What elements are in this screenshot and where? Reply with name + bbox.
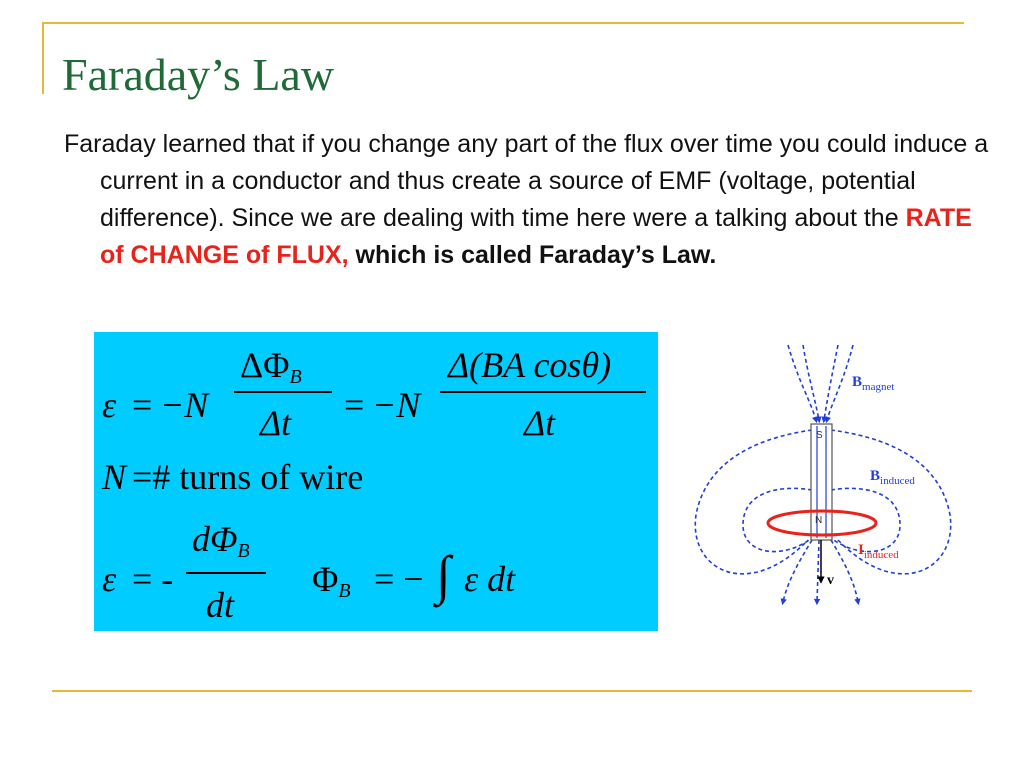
eq3-equals: = - (132, 559, 174, 599)
eq1-equals: = (132, 385, 153, 425)
frame-top-line (42, 22, 964, 24)
eq3-phi (312, 558, 351, 603)
frame-left-line (42, 22, 44, 94)
eq1-denominator-2: Δt (524, 403, 556, 443)
magnet-figure (688, 340, 958, 605)
eq2-n: N (102, 457, 127, 497)
eq1-numerator-1 (240, 344, 302, 389)
eq3-numerator-main: dΦ (192, 519, 238, 559)
eq1-numerator-2: Δ(BA cosθ) (448, 345, 612, 385)
eq1-numerator-1-main: ΔΦ (240, 345, 290, 385)
eq3-emf: ε (102, 559, 117, 599)
eq3-numerator-sub: B (237, 540, 250, 562)
eq3-numerator (192, 518, 250, 563)
integral-sign: ∫ (436, 545, 451, 605)
eq3-rhs: = − (374, 559, 424, 599)
eq1-fraction-bar-1 (234, 391, 332, 393)
b-magnet-label-main: B (852, 374, 863, 390)
magnet-field-line (803, 345, 819, 420)
pole-north-label: N (815, 515, 823, 526)
frame-bottom-line (52, 690, 972, 692)
eq3-phi-sub: B (338, 580, 351, 602)
eq1-emf: ε (102, 385, 117, 425)
eq1-fraction-bar-2 (440, 391, 646, 393)
eq3-phi-main: Φ (312, 559, 339, 599)
eq1-numerator-1-sub: B (289, 366, 302, 388)
induced-field-loop-outer-left (695, 430, 812, 574)
i-induced-label-main: I (858, 542, 864, 558)
pole-south-label: S (816, 430, 823, 441)
induced-field-loop-inner-right (831, 488, 900, 551)
eq3-denominator: dt (206, 585, 235, 625)
magnet-field-line (788, 345, 816, 420)
eq1-minus-n: −N (160, 385, 209, 425)
body-paragraph (64, 126, 1000, 274)
i-induced-label-sub: induced (863, 549, 899, 561)
eq3-fraction-bar (186, 572, 266, 574)
i-induced-label (858, 542, 899, 561)
magnet-field-line (824, 345, 838, 420)
eq2-rest: =# turns of wire (132, 457, 364, 497)
body-text-bold: which is called Faraday’s Law. (348, 241, 717, 269)
b-induced-label-sub: induced (880, 475, 915, 487)
b-magnet-label (852, 374, 894, 393)
velocity-label: v (827, 573, 834, 588)
induced-field-loop-inner-left (743, 488, 812, 551)
body-text-plain: Faraday learned that if you change any part of the flux over time you could induce a current in a conductor and thus create a source of EMF (voltage, potential difference). Since we are dealing with time here were a talking about the (64, 130, 989, 232)
b-induced-label-main: B (870, 468, 881, 484)
eq1-denominator-1: Δt (260, 403, 292, 443)
body-text-highlight: RATE of CHANGE of FLUX, (100, 204, 972, 269)
b-induced-label (870, 468, 915, 487)
eq1-minus-n-2: −N (372, 385, 421, 425)
eq3-integrand: ε dt (464, 559, 516, 599)
equation-box (94, 332, 658, 631)
eq1-equals-2: = (344, 385, 365, 425)
b-magnet-label-sub: magnet (862, 381, 895, 393)
induced-field-line-bottom (817, 540, 819, 602)
slide-title: Faraday’s Law (62, 49, 335, 100)
